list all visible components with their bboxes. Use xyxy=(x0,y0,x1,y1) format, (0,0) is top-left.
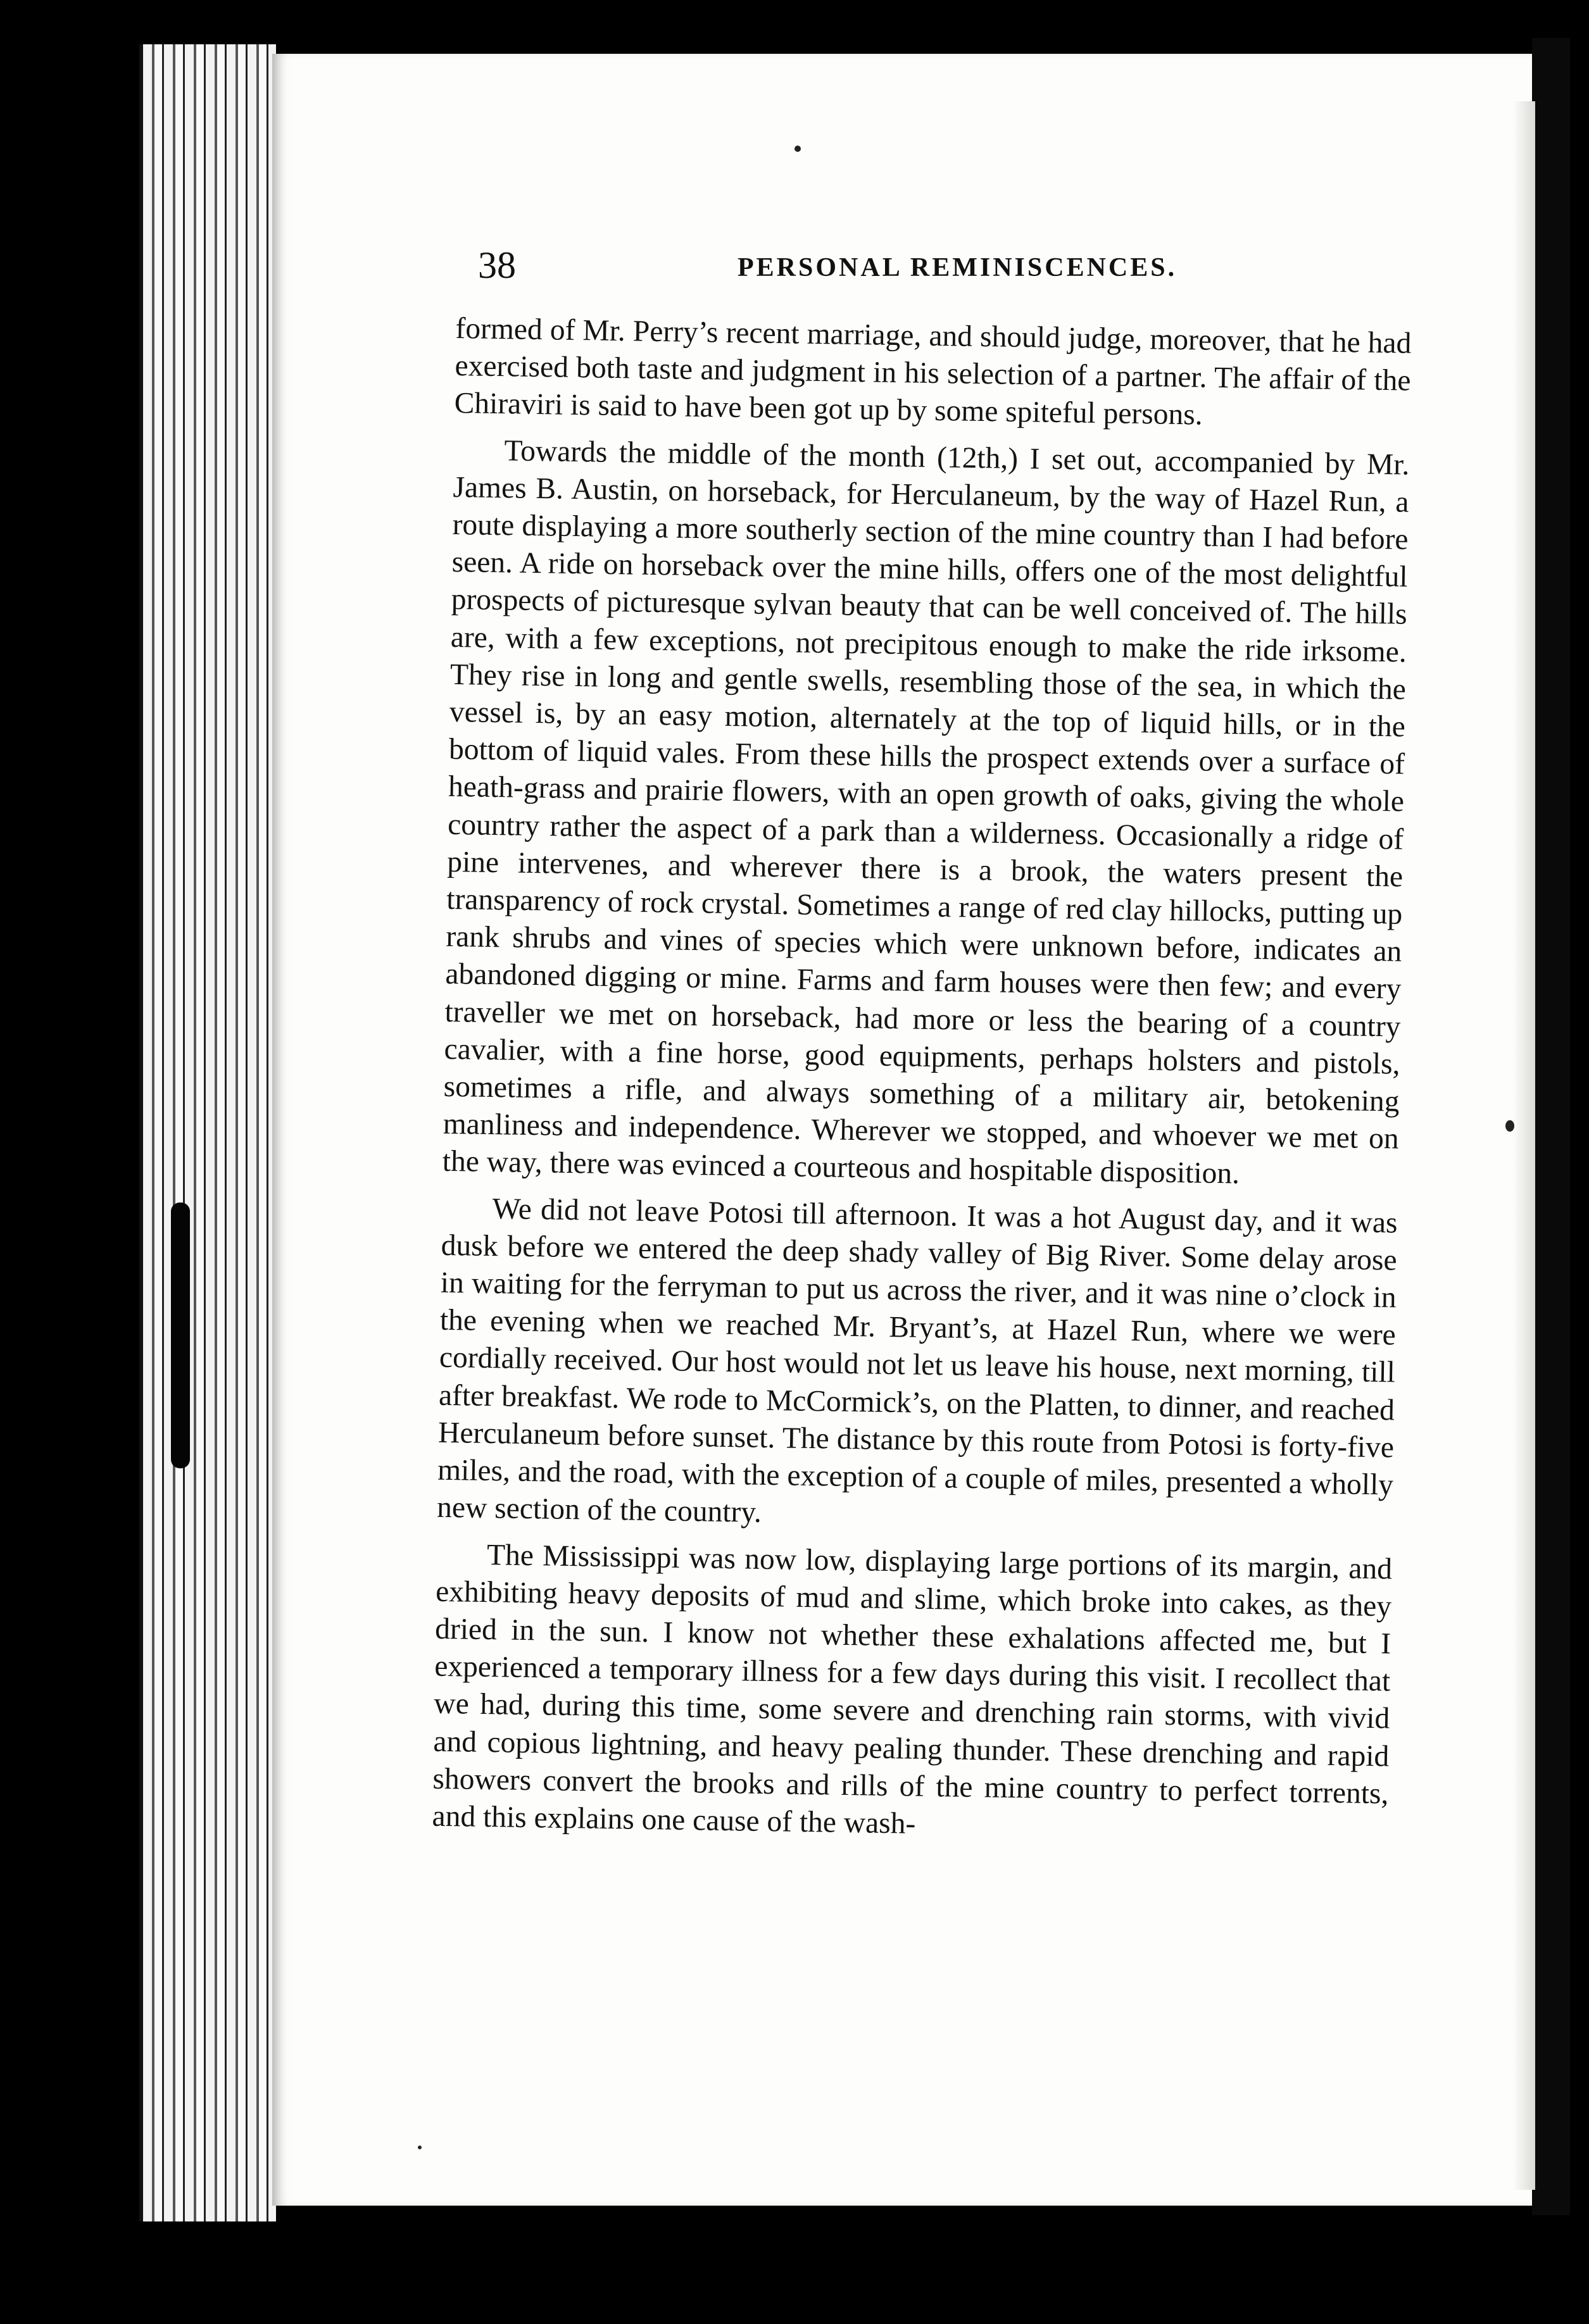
page-header xyxy=(478,244,1466,294)
paragraph: The Mississippi was now low, displaying large portions of its margin, and exhibiting heavy deposits of mud and slime, which broke into cakes, as they dried in the sun. I know not whether these exhalations affected me, but I experienced a temporary illness for a few days during this visit. I recollect that we had, during this time, some severe and drenching rain storms, with vivid and copious lightning, and heavy pealing thunder. These drenching and rapid showers convert the brooks and rills of the mine country to perfect torrents, and this explains one cause of the wash- xyxy=(432,1538,1393,1840)
body-text xyxy=(432,310,1412,1851)
paragraph: Towards the middle of the month (12th,) I set out, accompanied by Mr. James B. Austin, on horseback, for Herculaneum, by the way of Hazel Run, a route displaying a more southerly section of the mine country than I had before seen. A ride on horseback over the mine hills, offers one of the most delightful prospects of picturesque sylvan beauty that can be well conceived of. The hills are, with a few exceptions, not precipitous enough to make the ride irksome. They rise in long and gentle swells, resembling those of the sea, in which the vessel is, by an easy motion, alternately at the top of liquid hills, or in the bottom of liquid vales. From these hills the prospect extends over a surface of heath-grass and prairie flowers, with an open growth of oaks, giving the whole country rather the aspect of a park than a wilderness. Occasionally a ridge of pine intervenes, and wherever there is a brook, the waters present the transparency of rock crystal. Sometimes a range of red clay hillocks, putting up rank shrubs and vines of species which were unknown before, indicates an abandoned digging or mine. Farms and farm houses were then few; and every traveller we met on horseback, had more or less the bearing of a country cavalier, with a fine horse, good equipments, perhaps holsters and pistols, sometimes a rifle, and always something of a military air, betokening manliness and independence. Wherever we stopped, and whoever we met on the way, there was evinced a courteous and hospitable disposition. xyxy=(442,434,1410,1191)
speck xyxy=(794,146,801,152)
speck xyxy=(1505,1120,1514,1132)
page-curl-edge xyxy=(1513,101,1535,2190)
paragraph: formed of Mr. Perry’s recent marriage, and should judge, moreover, that he had exercised both taste and judgment in his selection of a partner. The affair of the Chiraviri is said to have been got up by some spiteful persons. xyxy=(454,311,1412,432)
paragraph: We did not leave Potosi till afternoon. It was a hot August day, and it was dusk before we entered the deep shady valley of Big River. Some delay arose in waiting for the ferryman to put us across the river, and it was nine o’clock in the evening when we reached Mr. Bryant’s, at Hazel Run, where we were cordially received. Our host would not let us leave his house, next morning, till after breakfast. We rode to McCormick’s, on the Platten, to dinner, and reached Herculaneum before sunset. The distance by this route from Potosi is forty-five miles, and the road, with the exception of a couple of miles, presented a wholly new section of the country. xyxy=(436,1192,1398,1530)
running-title: PERSONAL REMINISCENCES. xyxy=(738,253,1178,282)
right-edge-shadow xyxy=(1532,38,1570,2215)
page-number: 38 xyxy=(478,244,516,286)
book-page-edges xyxy=(139,44,276,2221)
gutter-shadow xyxy=(171,1203,190,1468)
speck xyxy=(418,2146,422,2149)
